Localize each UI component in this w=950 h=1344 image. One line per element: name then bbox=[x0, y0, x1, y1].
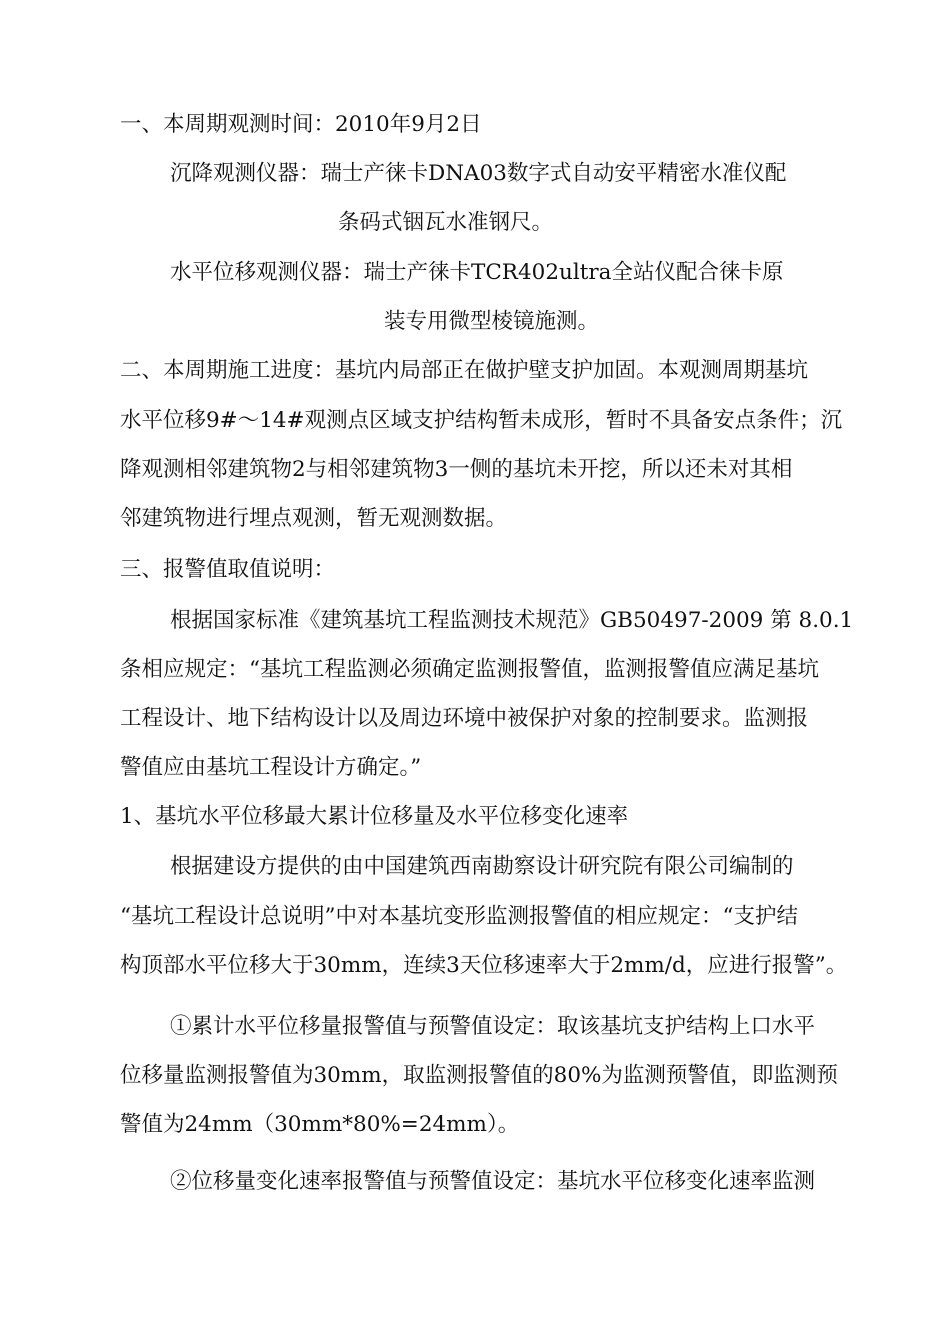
paragraph-line: 邻建筑物进行埋点观测，暂无观测数据。 bbox=[120, 506, 508, 531]
paragraph-line: 位移量监测报警值为30mm，取监测报警值的80%为监测预警值，即监测预 bbox=[120, 1063, 838, 1088]
paragraph-line: 根据建设方提供的由中国建筑西南勘察设计研究院有限公司编制的 bbox=[170, 854, 794, 879]
paragraph-line: 条码式铟瓦水准钢尺。 bbox=[338, 210, 554, 235]
list-item-line: ①累计水平位移量报警值与预警值设定：取该基坑支护结构上口水平 bbox=[170, 1014, 816, 1039]
paragraph-line: 根据国家标准《建筑基坑工程监测技术规范》GB50497-2009 第 8.0.1 bbox=[170, 608, 854, 633]
paragraph-line: 警值应由基坑工程设计方确定。” bbox=[120, 755, 422, 780]
paragraph-line: 水平位移9#～14#观测点区域支护结构暂未成形，暂时不具备安点条件；沉 bbox=[120, 408, 843, 433]
paragraph-line: 降观测相邻建筑物2与相邻建筑物3一侧的基坑未开挖，所以还未对其相 bbox=[120, 457, 793, 482]
paragraph-line: 条相应规定：“基坑工程监测必须确定监测报警值，监测报警值应满足基坑 bbox=[120, 657, 819, 682]
paragraph-line: 警值为24mm（30mm*80%=24mm）。 bbox=[120, 1112, 520, 1137]
subsection-heading: 1、基坑水平位移最大累计位移量及水平位移变化速率 bbox=[120, 804, 629, 829]
section-heading-observation-time: 一、本周期观测时间：2010年9月2日 bbox=[120, 112, 482, 137]
paragraph-line: 沉降观测仪器：瑞士产徕卡DNA03数字式自动安平精密水准仪配 bbox=[170, 161, 787, 186]
section-heading-alarm-values: 三、报警值取值说明： bbox=[120, 557, 336, 582]
paragraph-line: 工程设计、地下结构设计以及周边环境中被保护对象的控制要求。监测报 bbox=[120, 706, 809, 731]
paragraph-line: 构顶部水平位移大于30mm，连续3天位移速率大于2mm/d，应进行报警”。 bbox=[120, 953, 848, 978]
paragraph-line: 水平位移观测仪器：瑞士产徕卡TCR402ultra全站仪配合徕卡原 bbox=[170, 260, 784, 285]
list-item-line: ②位移量变化速率报警值与预警值设定：基坑水平位移变化速率监测 bbox=[170, 1169, 816, 1194]
paragraph-line: 装专用微型棱镜施测。 bbox=[384, 309, 600, 334]
paragraph-line: “基坑工程设计总说明”中对本基坑变形监测报警值的相应规定：“支护结 bbox=[120, 904, 798, 929]
section-heading-construction-progress: 二、本周期施工进度：基坑内局部正在做护壁支护加固。本观测周期基坑 bbox=[120, 358, 809, 383]
